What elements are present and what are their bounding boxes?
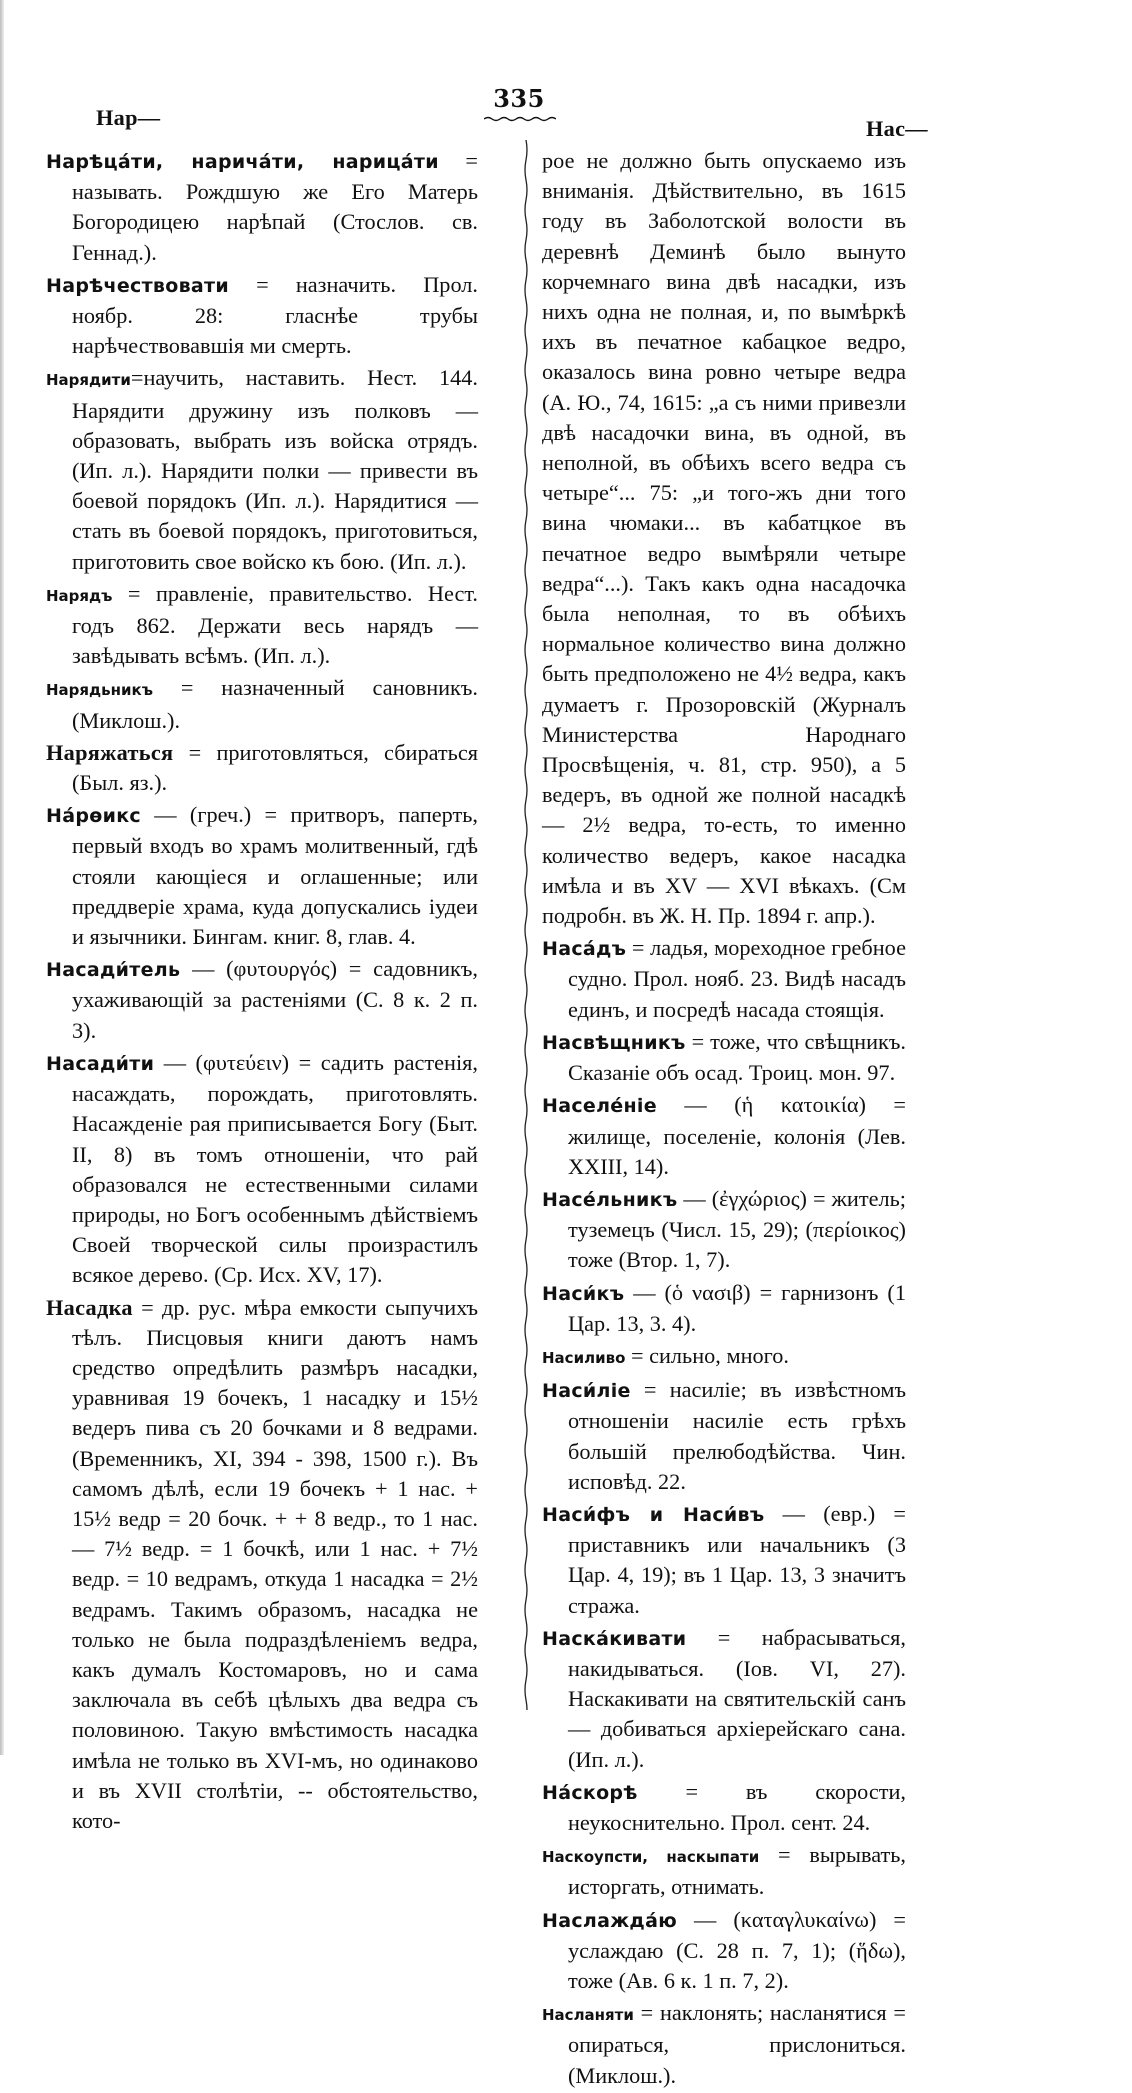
headword: Наса́дъ <box>542 938 627 961</box>
headword: Нарядъ <box>46 586 113 605</box>
headword: Насвѣщникъ <box>542 1031 686 1054</box>
page-number-rule <box>484 116 556 122</box>
headword: Наси́фъ и Наси́въ <box>542 1503 765 1526</box>
definition: — (ἐγχώριος) = житель; туземецъ (Числ. 15, 29); (περίοικος) тоже (Втор. 1, 7). <box>568 1185 906 1273</box>
definition: = ладья, мореходное гребное судно. Прол. нояб. 23. Видѣ насадъ единъ, и посредѣ насада стоящія. <box>568 935 906 1022</box>
dictionary-entry <box>542 1905 906 1997</box>
left-running-header: Нар— <box>96 105 161 130</box>
dictionary-entry <box>46 800 478 952</box>
dictionary-entry <box>542 1341 906 1373</box>
dictionary-entry <box>542 1375 906 1497</box>
headword: Нарѣца́ти, нарича́ти, нарица́ти <box>46 151 439 173</box>
dictionary-entry <box>542 1777 906 1838</box>
headword: На́рѳикс <box>46 805 141 828</box>
dictionary-entry <box>542 1278 906 1339</box>
definition: рое не должно быть опускаемо изъ вниманія. Дѣйствительно, въ 1615 году въ Заболотской волости въ деревнѣ Деминѣ было вынуто корчемнаго вина двѣ насадки, изъ нихъ одна не полная, и, по вымѣркѣ ихъ въ печатное кабацкое ведро, оказалось вина ровно четыре ведра (А. Ю., 74, 1615: „а съ ними привезли двѣ насадочки вина, въ одной, въ неполной, въ обѣихъ всего ведра съ четыре“... 75: „и того-жъ дни того вина чюмаки... въ кабатцкое въ печатное ведро вымѣряли четыре ведра“...). Такъ какъ одна насадочка была неполная, то въ обѣихъ нормальное количество вина должно быть предположено не 4½ ведра, какъ думаетъ г. Прозоровскій (Журналъ Министерства Народнаго Просвѣщенія, ч. 81, стр. 950), а 5 ведеръ, въ одной же полной насадкѣ — 2½ ведра, то-есть, то именно количество ведеръ, какое насадка имѣла и въ XV — XVI вѣкахъ. (См подробн. въ Ж. Н. Пр. 1894 г. апр.). <box>542 148 906 929</box>
definition: =научить, наставить. Нест. 144. Нарядити дружину изъ полковъ — образовать, выбрать изъ войска отрядъ. (Ип. л.). Нарядити полки — привести въ боевой порядокъ (Ип. л.). Нарядитися — стать въ боевой порядокъ, приготовиться, приготовить свое войско къ бою. (Ип. л.). <box>72 365 478 574</box>
dictionary-entry <box>542 1998 906 2091</box>
definition: = набрасываться, накидываться. (Іов. VI, 27). Наскакивати на святительскій санъ — добиваться архіерейскаго сана. (Ип. л.). <box>568 1624 906 1772</box>
headword: Наска́кивати <box>542 1627 687 1650</box>
continued-entry <box>542 146 906 931</box>
headword: Населе́ніе <box>542 1095 657 1118</box>
dictionary-entry <box>46 579 478 672</box>
headword: Насадка <box>46 1294 133 1320</box>
headword: Насланяти <box>542 2006 634 2025</box>
definition: — (ἡ κατοικία) = жилище, поселеніе, колонія (Лев. XXIII, 14). <box>568 1092 906 1179</box>
dictionary-entry <box>46 363 478 576</box>
headword: Наскоупсти, наскыпати <box>542 1848 760 1867</box>
definition: = назначенный сановникъ. (Миклош.). <box>72 675 478 733</box>
definition: — (καταγλυκαίνω) = услаждаю (С. 28 п. 7, 1); (ἥδω), тоже (Ав. 6 к. 1 п. 7, 2). <box>568 1906 907 1993</box>
dictionary-entry <box>46 146 478 268</box>
dictionary-entry <box>542 1623 906 1775</box>
dictionary-entry <box>542 1027 906 1088</box>
definition: = вырывать, исторгать, отнимать. <box>568 1842 906 1900</box>
dictionary-entry <box>46 954 478 1046</box>
definition: = насиліе; въ извѣстномъ отношеніи насиліе есть грѣхъ большій прелюбодѣйства. Чин. исповѣд. 22. <box>568 1377 906 1494</box>
definition: — (ὁ νασιβ) = гарнизонъ (1 Цар. 13, 3. 4). <box>568 1279 906 1336</box>
definition: — (греч.) = притворъ, паперть, первый входъ во храмъ молитвенный, гдѣ стояли кающіеся и оглашенные; или преддверіе храма, куда допускались іудеи и язычники. Бингам. книг. 8, глав. 4. <box>72 802 479 950</box>
definition: — (евр.) = приставникъ или начальникъ (3 Цар. 4, 19); въ 1 Цар. 13, 3 значитъ стража. <box>568 1500 906 1618</box>
definition: = сильно, много. <box>630 1342 789 1368</box>
dictionary-entry <box>46 1048 478 1291</box>
definition: = др. рус. мѣра емкости сыпучихъ тѣлъ. Писцовыя книги даютъ намъ средство опредѣлить размѣръ насадки, уравнивая 19 бочекъ, 1 насадку и 15½ ведеръ пива съ 20 бочками и 8 ведрами. (Временникъ, XI, 394 - 398, 1500 г.). Въ самомъ дѣлѣ, если 19 бочекъ + 1 нас. + 15½ ведр = 20 бочк. + + 8 ведр., то 1 нас. — 7½ ведр. = 1 бочкѣ, или 1 нас. + 7½ ведр. = 10 ведрамъ, откуда 1 насадка = 2½ ведрамъ. Такимъ образомъ, насадка не только не была подраздѣленіемъ ведра, какъ думалъ Костомаровъ, но и сама заключала въ себѣ цѣлыхъ два ведра съ половиною. Такую вмѣстимость насадка имѣла не только въ XVI-мъ, но одинаково и въ XVII столѣтіи, -- обстоятельство, кото- <box>72 1294 478 1833</box>
headword: Нарядьникъ <box>46 681 153 700</box>
dictionary-entry <box>46 738 478 798</box>
dictionary-entry <box>46 270 478 362</box>
left-column <box>46 146 478 1836</box>
headword: Насе́льникъ <box>542 1188 678 1211</box>
dictionary-entry <box>542 933 906 1025</box>
dictionary-entry <box>542 1184 906 1276</box>
dictionary-entry <box>46 673 478 735</box>
right-running-header: Нас— <box>866 116 928 141</box>
headword: На́скорѣ <box>542 1781 638 1804</box>
definition: = назначить. Прол. ноябр. 28: гласнѣе трубы нарѣчествовавшія ми смерть. <box>72 271 479 359</box>
definition: = называть. Рождшую же Его Матерь Богородицею нарѣпай (Стослов. св. Геннад.). <box>72 148 478 265</box>
dictionary-entry <box>542 1499 906 1621</box>
headword: Наси́ліе <box>542 1380 631 1403</box>
headword: Наслажда́ю <box>542 1909 677 1932</box>
headword: Нарѣчествовати <box>46 274 229 297</box>
page-edge <box>0 0 4 1755</box>
definition: — (φυτουργός) = садовникъ, ухаживающій за растеніями (С. 8 к. 2 п. 3). <box>72 956 478 1043</box>
definition: = наклонять; насланятися = опираться, прислониться. (Миклош.). <box>568 2000 906 2088</box>
headword: Насади́ти <box>46 1052 155 1075</box>
definition: = въ скорости, неукоснительно. Прол. сент. 24. <box>568 1778 906 1835</box>
definition: — (φυτεύειν) = садить растенія, насаждать, порождать, приготовлять. Насажденіе рая приписывается Богу (Быт. II, 8) въ томъ отношеніи, что рай образовался не естественными силами природы, но Богъ особеннымъ дѣйствіемъ Своей творческой силы произрастилъ всякое дерево. (Ср. Исх. XV, 17). <box>72 1049 478 1288</box>
dictionary-entry <box>542 1090 906 1182</box>
headword: Насади́тель <box>46 959 181 982</box>
dictionary-entry <box>542 1840 906 1902</box>
headword: Наряжаться <box>46 739 174 765</box>
page-number: 335 <box>493 84 545 113</box>
definition: = правленіе, правительство. Нест. годъ 862. Держати весь нарядъ — завѣдывать всѣмъ. (Ип. л.). <box>72 580 478 669</box>
definition: = приготовляться, сбираться (Был. яз.). <box>72 739 479 796</box>
definition: = тоже, что свѣщникъ. Сказаніе объ осад. Троиц. мон. 97. <box>568 1028 906 1086</box>
headword: Нарядити <box>46 371 131 390</box>
column-divider <box>521 140 531 1710</box>
headword: Наси́къ <box>542 1282 625 1305</box>
headword: Насиливо <box>542 1348 626 1367</box>
right-column <box>542 146 906 2093</box>
